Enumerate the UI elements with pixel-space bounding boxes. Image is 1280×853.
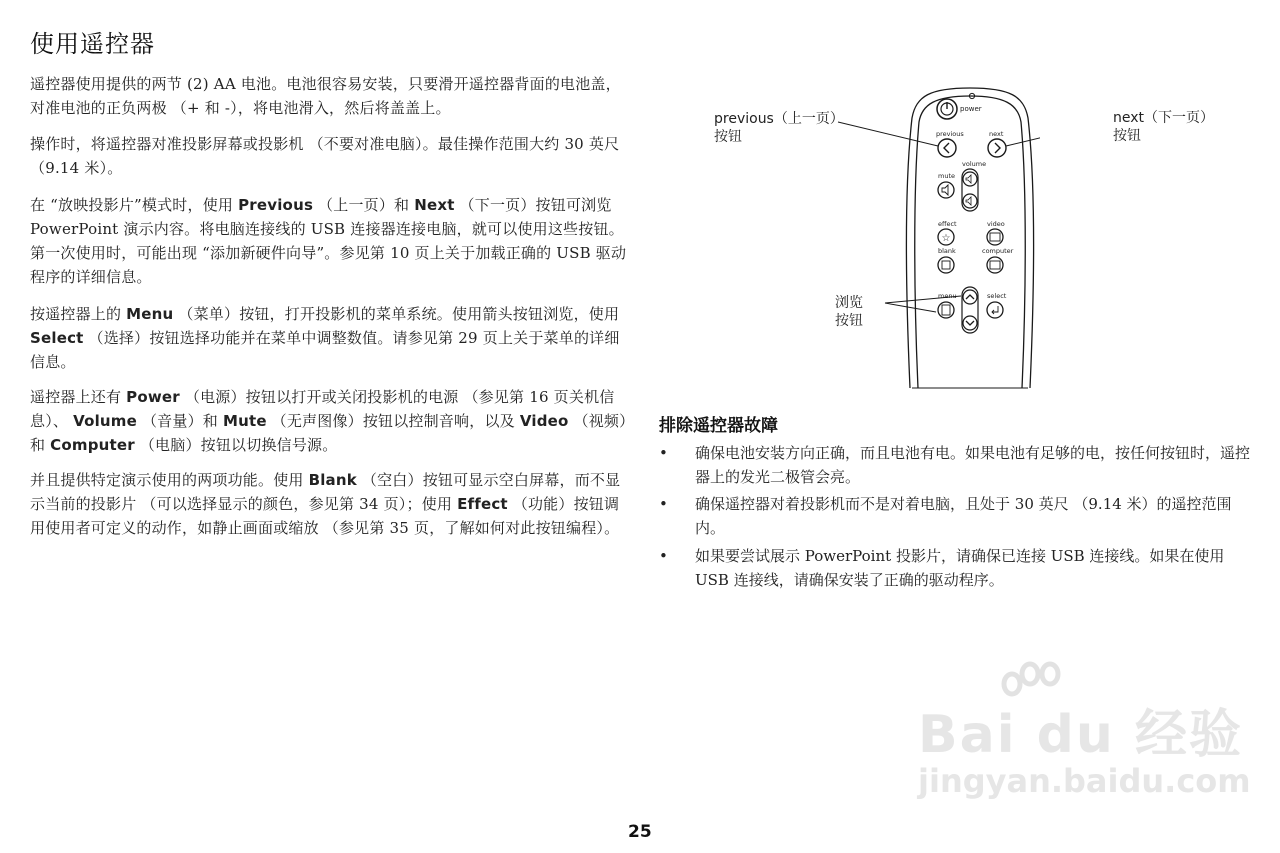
remote-label-volume: volume	[962, 160, 987, 168]
text-run: （电源）按钮以打开或关闭投影机的电源 （参见第 16 页关机信息）、	[30, 388, 615, 430]
callout-browse-btn: 按钮	[835, 313, 863, 329]
callout-browse	[835, 294, 863, 330]
keyword-next: Next	[414, 196, 455, 214]
callout-previous-en: previous	[714, 111, 774, 127]
callout-next	[1113, 109, 1214, 145]
text-run: 在 “放映投影片”模式时，使用	[30, 196, 239, 214]
keyword-video: Video	[519, 412, 569, 430]
text-run: 遥控器上还有	[30, 388, 127, 406]
remote-label-menu: menu	[938, 292, 957, 300]
remote-label-mute: mute	[938, 172, 955, 180]
bullet: •	[659, 495, 668, 513]
callout-next-cn: （下一页）	[1144, 110, 1215, 126]
troubleshoot-heading: 排除遥控器故障	[659, 416, 778, 436]
computer-button	[987, 257, 1003, 273]
keyword-computer: Computer	[50, 436, 135, 454]
troubleshoot-text: 确保电池安装方向正确，而且电池有电。如果电池有足够的电，按任何按钮时，遥控器上的发光二极管会亮。	[695, 444, 1251, 486]
keyword-menu: Menu	[126, 305, 174, 323]
page-title: 使用遥控器	[30, 30, 155, 58]
callout-previous	[714, 110, 844, 146]
blank-button	[938, 257, 954, 273]
text-run: （空白）按钮可显示空白屏幕，而不显示当前的投影片 （可以选择显示的颜色，参见第 34 页）；使用	[30, 471, 621, 513]
troubleshoot-text: 确保遥控器对着投影机而不是对着电脑，且处于 30 英尺 （9.14 米）的遥控范围内。	[695, 495, 1232, 537]
remote-label-select: select	[987, 292, 1007, 300]
paragraph-batteries: 遥控器使用提供的两节 (2) AA 电池。电池很容易安装，只要滑开遥控器背面的电池盖，对准电池的正负两极 （+ 和 -），将电池滑入，然后将盖盖上。	[30, 75, 621, 117]
text-run: （菜单）按钮，打开投影机的菜单系统。使用箭头按钮浏览，使用	[173, 305, 620, 323]
previous-button	[938, 139, 956, 157]
text-run: （视频）和	[30, 412, 627, 454]
watermark-url: jingyan.baidu.com	[918, 762, 1251, 800]
troubleshoot-item	[659, 441, 1259, 489]
text-run: 并且提供特定演示使用的两项功能。使用	[30, 471, 309, 489]
keyword-select: Select	[30, 329, 84, 347]
remote-label-previous: previous	[936, 130, 964, 138]
next-button	[988, 139, 1006, 157]
remote-label-effect: effect	[938, 220, 957, 228]
star-icon: ☆	[941, 233, 951, 244]
callout-previous-cn: （上一页）	[773, 111, 844, 127]
text-run: （功能）按钮调用使用者可定义的动作，如静止画面或缩放 （参见第 35 页，了解如何对此按钮编程）。	[30, 495, 620, 537]
text-run: （下一页）按钮可浏览 PowerPoint 演示内容。将电脑连接线的 USB 连接器连接电脑，就可以使用这些按钮。第一次使用时，可能出现 “添加新硬件向导”。参见第 10 页上关于加载正确的 USB 驱动程序的详细信息。	[30, 196, 627, 286]
up-arrow-button	[963, 290, 977, 304]
text-run: （上一页）和	[313, 196, 415, 214]
remote-label-computer: computer	[982, 247, 1014, 255]
callout-previous-btn: 按钮	[714, 129, 742, 145]
keyword-effect: Effect	[457, 495, 508, 513]
callout-browse-label: 浏览	[835, 295, 863, 311]
text-run: （电脑）按钮以切换信号源。	[134, 436, 338, 454]
watermark-logo: Bai du 经验	[918, 705, 1243, 765]
troubleshoot-text: 如果要尝试展示 PowerPoint 投影片，请确保已连接 USB 连接线。如果在使用 USB 连接线，请确保安装了正确的驱动程序。	[695, 547, 1225, 589]
text-run: （无声图像）按钮以控制音响，以及	[266, 412, 520, 430]
paragraph-menu	[30, 302, 630, 374]
keyword-mute: Mute	[222, 412, 267, 430]
troubleshoot-item	[659, 492, 1259, 540]
video-button	[987, 229, 1003, 245]
paragraph-special-features	[30, 468, 630, 540]
remote-label-next: next	[989, 130, 1004, 138]
paragraph-other-buttons	[30, 385, 630, 457]
down-arrow-button	[963, 316, 977, 330]
troubleshoot-item	[659, 544, 1259, 592]
keyword-previous: Previous	[238, 196, 314, 214]
text-run: 按遥控器上的	[30, 305, 127, 323]
bullet: •	[659, 547, 668, 565]
menu-button	[938, 302, 954, 318]
text-run: （选择）按钮选择功能并在菜单中调整数值。请参见第 29 页上关于菜单的详细信息。	[30, 329, 620, 371]
paragraph-operation-range: 操作时，将遥控器对准投影屏幕或投影机 （不要对准电脑）。最佳操作范围大约 30 英尺 （9.14 米）。	[30, 135, 620, 177]
text-run: （音量）和	[137, 412, 223, 430]
remote-label-power: power	[960, 105, 982, 113]
mute-button	[938, 182, 954, 198]
select-button	[987, 302, 1003, 318]
paragraph-previous-next	[30, 193, 630, 289]
keyword-blank: Blank	[308, 471, 357, 489]
keyword-power: Power	[126, 388, 180, 406]
callout-next-btn: 按钮	[1113, 128, 1141, 144]
remote-label-blank: blank	[938, 247, 956, 255]
bullet: •	[659, 444, 668, 462]
page-number: 25	[628, 822, 652, 842]
remote-label-video: video	[987, 220, 1005, 228]
callout-next-en: next	[1113, 110, 1145, 126]
keyword-volume: Volume	[73, 412, 137, 430]
